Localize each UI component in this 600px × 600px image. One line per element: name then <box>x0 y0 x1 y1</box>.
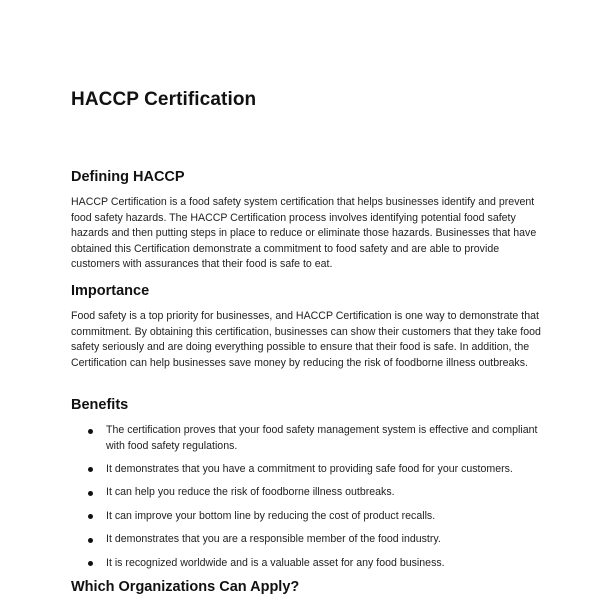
list-item <box>71 462 541 478</box>
list-item <box>71 556 541 572</box>
bullet-icon <box>88 467 93 472</box>
list-item-text: It can help you reduce the risk of foodborne illness outbreaks. <box>106 486 395 499</box>
list-item-text: It can improve your bottom line by reducing the cost of product recalls. <box>106 509 436 522</box>
list-item-text: It is recognized worldwide and is a valuable asset for any food business. <box>106 556 445 569</box>
benefits-list <box>71 423 541 579</box>
list-item <box>71 509 541 525</box>
list-item-text: It demonstrates that you have a commitment to providing safe food for your customers. <box>106 462 513 475</box>
list-item-text: It demonstrates that you are a responsible member of the food industry. <box>106 533 441 546</box>
list-item <box>71 532 541 548</box>
paragraph-importance: Food safety is a top priority for businesses, and HACCP Certification is one way to demonstrate that commitment. By obtaining this certification, businesses can show their customers that they take food safety seriously and are doing everything possible to ensure that their food is safe. In addition, the Certification can help businesses save money by reducing the risk of foodborne illness outbreaks. <box>71 310 541 369</box>
paragraph-defining-haccp: HACCP Certification is a food safety system certification that helps businesses identify and prevent food safety hazards. The HACCP Certification process involves identifying potential food safety hazards and then putting steps in place to reduce or eliminate those hazards. Businesses that have obtained this Certification demonstrate a commitment to food safety and are able to provide customers with assurances that their food is safe to eat. <box>71 196 537 271</box>
bullet-icon <box>88 561 93 566</box>
list-item <box>71 485 541 501</box>
bullet-icon <box>88 538 93 543</box>
bullet-icon <box>88 514 93 519</box>
list-item-text: The certification proves that your food safety management system is effective and compliant with food safety regulations. <box>106 424 538 452</box>
bullet-icon <box>88 491 93 496</box>
bullet-icon <box>88 429 93 434</box>
section-heading-defining-haccp: Defining HACCP <box>71 169 185 185</box>
list-item <box>71 423 541 454</box>
document-title: HACCP Certification <box>71 89 257 110</box>
section-heading-importance: Importance <box>71 283 150 299</box>
section-heading-which-organizations: Which Organizations Can Apply? <box>71 579 300 595</box>
section-heading-benefits: Benefits <box>71 397 129 413</box>
